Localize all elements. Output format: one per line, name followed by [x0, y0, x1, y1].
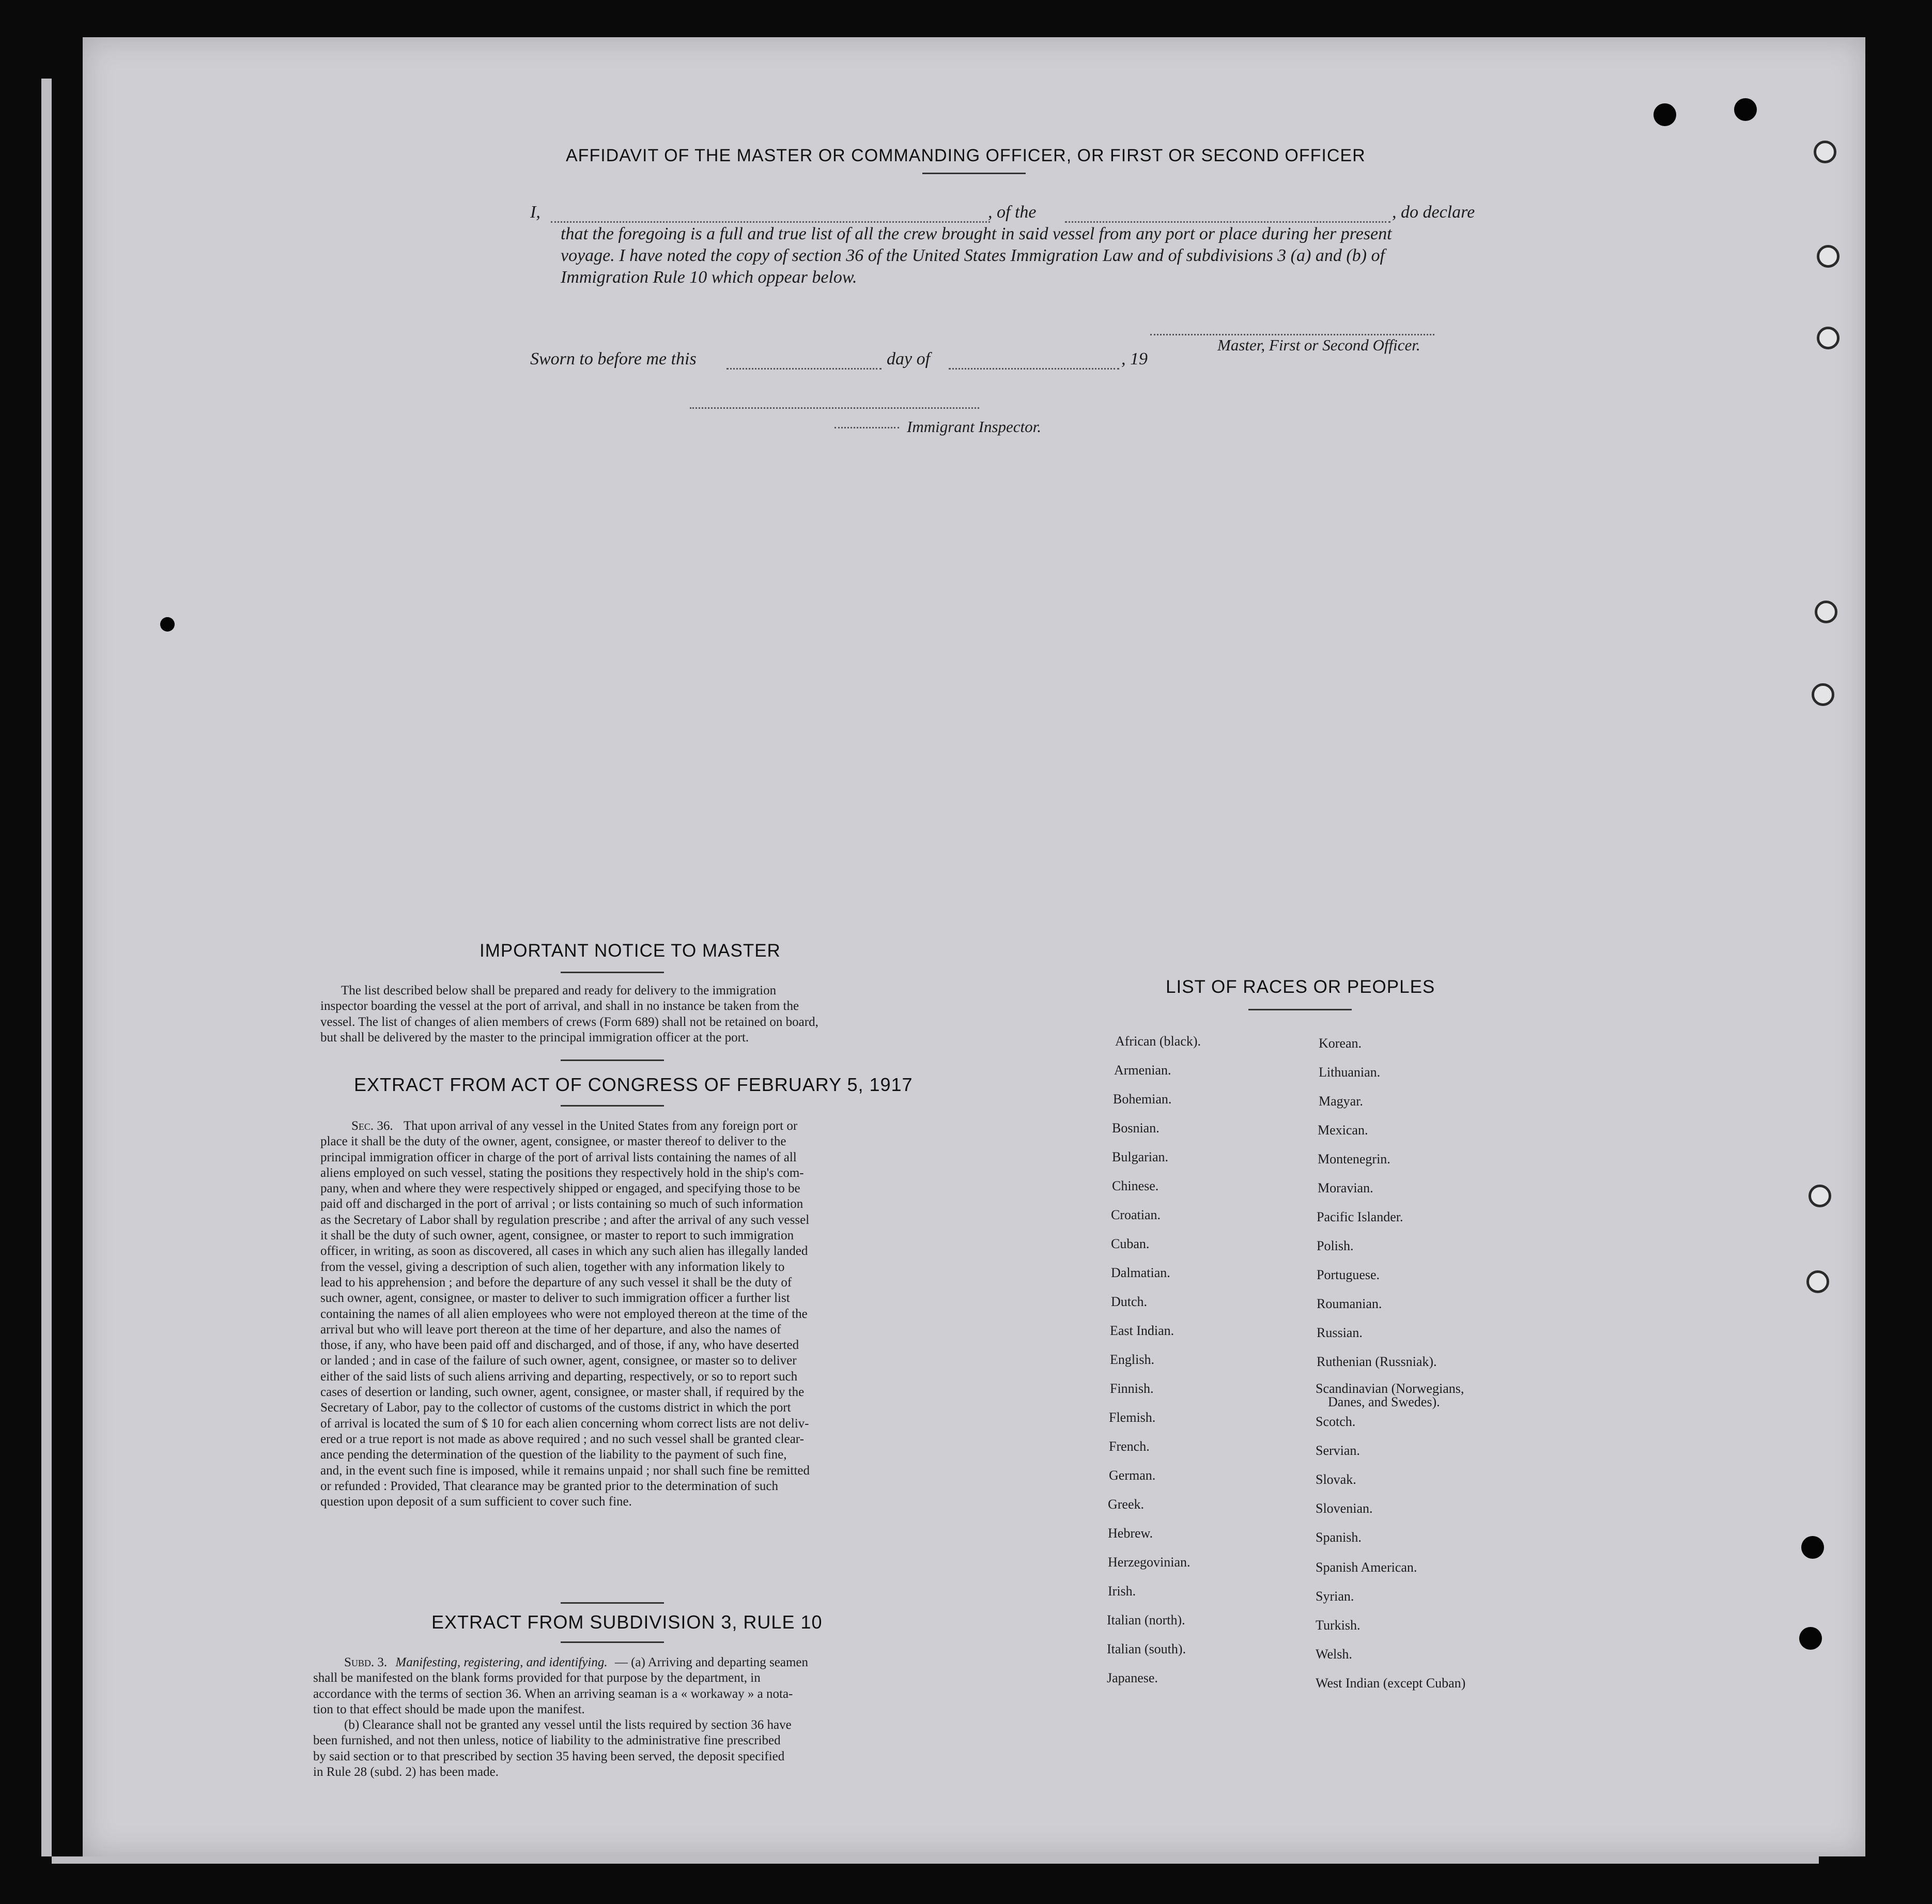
- race-item: Welsh.: [1316, 1647, 1352, 1662]
- notice-body: [320, 983, 1168, 1046]
- act-first-text: That upon arrival of any vessel in the United States from any foreign port or: [403, 1119, 798, 1133]
- race-item: Slovenian.: [1316, 1501, 1373, 1516]
- act-line: cases of desertion or landing, such owner, agent, consignee, or master shall, if required by the: [320, 1385, 805, 1400]
- rule-first-line: [313, 1655, 1006, 1670]
- race-item: Moravian.: [1318, 1180, 1373, 1195]
- race-item: Hebrew.: [1108, 1526, 1153, 1541]
- subdivision-label: Subd. 3.: [344, 1655, 388, 1669]
- binder-hole-icon: [1653, 103, 1676, 126]
- binder-hole-icon: [1815, 601, 1837, 623]
- race-item: Bohemian.: [1113, 1092, 1172, 1107]
- rule-b-line: in Rule 28 (subd. 2) has been made.: [313, 1765, 499, 1779]
- binder-hole-icon: [1734, 98, 1757, 121]
- notice-title: IMPORTANT NOTICE TO MASTER: [480, 941, 781, 961]
- notice-underline: [561, 972, 664, 973]
- act-line: arrival but who will leave port thereon at the time of her departure, and also the names of: [320, 1322, 781, 1337]
- binder-hole-icon: [1806, 1270, 1829, 1293]
- race-item: Servian.: [1316, 1443, 1360, 1458]
- race-item: Greek.: [1108, 1497, 1145, 1512]
- act-line: paid off and discharged in the port of arrival ; or lists containing so much of such information: [320, 1197, 803, 1211]
- rule-body: [313, 1655, 1006, 1780]
- affidavit-line-2: that the foregoing is a full and true list of all the crew brought in said vessel from any port or place during her present: [561, 224, 1392, 243]
- act-line: such owner, agent, consignee, or master to deliver to such immigration officer a further list: [320, 1291, 790, 1306]
- act-line: either of the said lists of such aliens arriving and departing, respectively, or so to report such: [320, 1369, 798, 1384]
- notice-line: vessel. The list of changes of alien members of crews (Form 689) shall not be retained on board,: [320, 1015, 818, 1029]
- act-line: those, if any, who have been paid off and discharged, and of those, if any, who have deserted: [320, 1338, 799, 1353]
- rule-title: EXTRACT FROM SUBDIVISION 3, RULE 10: [431, 1611, 823, 1633]
- race-item: French.: [1109, 1439, 1150, 1454]
- notice-line: but shall be delivered by the master to the principal immigration officer at the port.: [320, 1030, 749, 1045]
- act-first-line: [320, 1118, 1013, 1134]
- page-edge-left: [41, 79, 52, 1856]
- binder-hole-icon: [1812, 683, 1834, 706]
- rule-a-line: — (a) Arriving and departing seamen: [614, 1655, 809, 1669]
- race-item: Syrian.: [1316, 1589, 1354, 1604]
- race-item: Herzegovinian.: [1108, 1555, 1191, 1570]
- act-line: place it shall be the duty of the owner, agent, consignee, or master thereof to deliver to the: [320, 1134, 786, 1149]
- race-item: Korean.: [1319, 1036, 1362, 1051]
- binder-hole-icon: [1799, 1627, 1822, 1650]
- binder-hole-icon: [160, 617, 175, 632]
- race-item: Scandinavian (Norwegians,: [1316, 1381, 1464, 1396]
- month-blank: [949, 368, 1119, 370]
- inspector-signature-leader: [834, 427, 899, 428]
- race-item: Montenegrin.: [1318, 1151, 1390, 1166]
- subdivision-heading: Manifesting, registering, and identifying.: [395, 1655, 608, 1669]
- title-underline: [922, 173, 1026, 174]
- act-line: lead to his apprehension ; and before the departure of any such vessel it shall be the duty of: [320, 1275, 792, 1289]
- race-item: Lithuanian.: [1319, 1065, 1381, 1080]
- race-item: Flemish.: [1109, 1410, 1156, 1425]
- sworn-label: Sworn to before me this: [530, 349, 697, 368]
- binder-hole-icon: [1817, 245, 1840, 268]
- page-edge-bottom: [52, 1856, 1819, 1864]
- binder-hole-icon: [1817, 327, 1840, 349]
- race-item: Russian.: [1317, 1325, 1363, 1340]
- act-line: Secretary of Labor, pay to the collector of customs of the customs district in which the port: [320, 1401, 791, 1415]
- races-underline: [1248, 1009, 1352, 1010]
- act-line: and, in the event such fine is imposed, while it remains unpaid ; nor shall such fine be remitted: [320, 1463, 810, 1478]
- affidavit-of-the: , of the: [988, 203, 1037, 222]
- day-of-label: day of: [887, 349, 931, 368]
- affidavit-title: AFFIDAVIT OF THE MASTER OR COMMANDING OFFICER, OR FIRST OR SECOND OFFICER: [566, 146, 1366, 165]
- section-divider: [561, 1602, 664, 1604]
- race-item: Portuguese.: [1317, 1267, 1380, 1282]
- race-item: Cuban.: [1111, 1236, 1150, 1251]
- act-line: or landed ; and in case of the failure of such owner, agent, consignee, or master so to deliver: [320, 1354, 797, 1368]
- affidavit-line-4: Immigration Rule 10 which oppear below.: [561, 268, 857, 287]
- race-item: Finnish.: [1110, 1381, 1154, 1396]
- affidavit-line-3: voyage. I have noted the copy of section 36 of the United States Immigration Law and of subdivisions 3 (a) and (b) of: [561, 246, 1385, 265]
- act-line: ered or a true report is not made as above required ; and no such vessel shall be granted clear-: [320, 1432, 804, 1446]
- races-title: LIST OF RACES OR PEOPLES: [1166, 977, 1435, 997]
- act-line: it shall be the duty of such owner, agent, consignee, or master to report to such immigration: [320, 1229, 794, 1243]
- race-item: Danes, and Swedes).: [1328, 1394, 1440, 1409]
- section-label: Sec. 36.: [351, 1119, 393, 1133]
- race-item: Croatian.: [1111, 1207, 1161, 1222]
- race-item: Magyar.: [1319, 1094, 1363, 1109]
- act-line: or refunded : Provided, That clearance may be granted prior to the determination of such: [320, 1479, 779, 1493]
- act-line: of arrival is located the sum of $ 10 for each alien concerning whom correct lists are not deliv-: [320, 1416, 809, 1431]
- race-item: Dutch.: [1111, 1294, 1148, 1309]
- act-title: EXTRACT FROM ACT OF CONGRESS OF FEBRUARY 5, 1917: [354, 1074, 913, 1095]
- rule-b-line: been furnished, and not then unless, notice of liability to the administrative fine prescribed: [313, 1733, 781, 1748]
- race-item: English.: [1110, 1352, 1154, 1367]
- notice-line: The list described below shall be prepared and ready for delivery to the immigration: [341, 984, 777, 997]
- inspector-signature-label: Immigrant Inspector.: [907, 418, 1042, 436]
- name-blank: [551, 221, 990, 223]
- act-line: question upon deposit of a sum sufficient to cover such fine.: [320, 1495, 632, 1509]
- act-underline: [561, 1105, 664, 1107]
- race-item: Italian (north).: [1107, 1613, 1185, 1627]
- binder-hole-icon: [1814, 141, 1836, 163]
- race-item: Irish.: [1108, 1584, 1136, 1599]
- affidavit-do-declare: , do declare: [1392, 203, 1475, 222]
- race-item: Scotch.: [1316, 1414, 1356, 1429]
- binder-hole-icon: [1801, 1536, 1824, 1559]
- act-body: [320, 1118, 1013, 1510]
- master-signature-line: [1150, 334, 1434, 335]
- act-line: ance pending the determination of the question of the liability to the payment of such fine,: [320, 1448, 787, 1462]
- race-item: Spanish American.: [1316, 1560, 1417, 1575]
- master-signature-label: Master, First or Second Officer.: [1217, 336, 1420, 354]
- race-item: Armenian.: [1114, 1063, 1171, 1078]
- act-line: officer, in writing, as soon as discovered, all cases in which any such alien has illegally landed: [320, 1244, 808, 1258]
- race-item: Turkish.: [1316, 1618, 1361, 1633]
- inspector-signature-line: [690, 407, 979, 409]
- race-item: German.: [1109, 1468, 1156, 1483]
- act-line: aliens employed on such vessel, stating the positions they respectively hold in the ship's com-: [320, 1165, 804, 1180]
- act-line: pany, when and where they were respectively shipped or engaged, and specifying those to be: [320, 1181, 800, 1196]
- race-item: Polish.: [1317, 1238, 1354, 1253]
- rule-a-line: shall be manifested on the blank forms provided for that purpose by the department, in: [313, 1671, 761, 1685]
- rule-underline: [561, 1641, 664, 1643]
- race-item: East Indian.: [1110, 1323, 1174, 1338]
- race-item: Chinese.: [1112, 1178, 1159, 1193]
- race-item: West Indian (except Cuban): [1316, 1676, 1466, 1691]
- year-label: , 19: [1121, 349, 1148, 368]
- race-item: Spanish.: [1316, 1530, 1362, 1545]
- race-item: Pacific Islander.: [1317, 1209, 1403, 1224]
- day-blank: [727, 368, 882, 370]
- race-item: Bosnian.: [1112, 1120, 1160, 1135]
- act-line: containing the names of all alien employees who were not employed thereon at the time of the: [320, 1307, 808, 1321]
- race-item: Japanese.: [1107, 1670, 1158, 1685]
- document-page: [83, 37, 1865, 1856]
- act-line: as the Secretary of Labor shall by regulation prescribe ; and after the arrival of any such vessel: [320, 1212, 810, 1227]
- race-item: Dalmatian.: [1111, 1265, 1170, 1280]
- act-line: from the vessel, giving a description of such alien, together with any information likely to: [320, 1260, 785, 1274]
- race-item: Slovak.: [1316, 1472, 1356, 1487]
- section-divider: [561, 1060, 664, 1061]
- race-item: Roumanian.: [1317, 1296, 1382, 1311]
- rule-b-line: by said section or to that prescribed by section 35 having been served, the deposit specified: [313, 1749, 785, 1763]
- race-item: African (black).: [1115, 1034, 1201, 1049]
- race-item: Mexican.: [1318, 1123, 1368, 1138]
- rule-a-line: accordance with the terms of section 36. When an arriving seaman is a « workaway » a nota-: [313, 1686, 793, 1701]
- race-item: Ruthenian (Russniak).: [1317, 1354, 1437, 1369]
- binder-hole-icon: [1809, 1185, 1831, 1207]
- vessel-blank: [1065, 221, 1390, 223]
- race-item: Italian (south).: [1107, 1641, 1186, 1656]
- act-line: principal immigration officer in charge of the port of arrival lists containing the names of all: [320, 1150, 797, 1164]
- rule-b-line: (b) Clearance shall not be granted any vessel until the lists required by section 36 have: [344, 1718, 792, 1732]
- affidavit-i-label: I,: [530, 203, 540, 222]
- rule-a-line: tion to that effect should be made upon the manifest.: [313, 1702, 585, 1716]
- race-item: Bulgarian.: [1112, 1149, 1169, 1164]
- notice-line: inspector boarding the vessel at the port of arrival, and shall in no instance be taken from the: [320, 999, 799, 1014]
